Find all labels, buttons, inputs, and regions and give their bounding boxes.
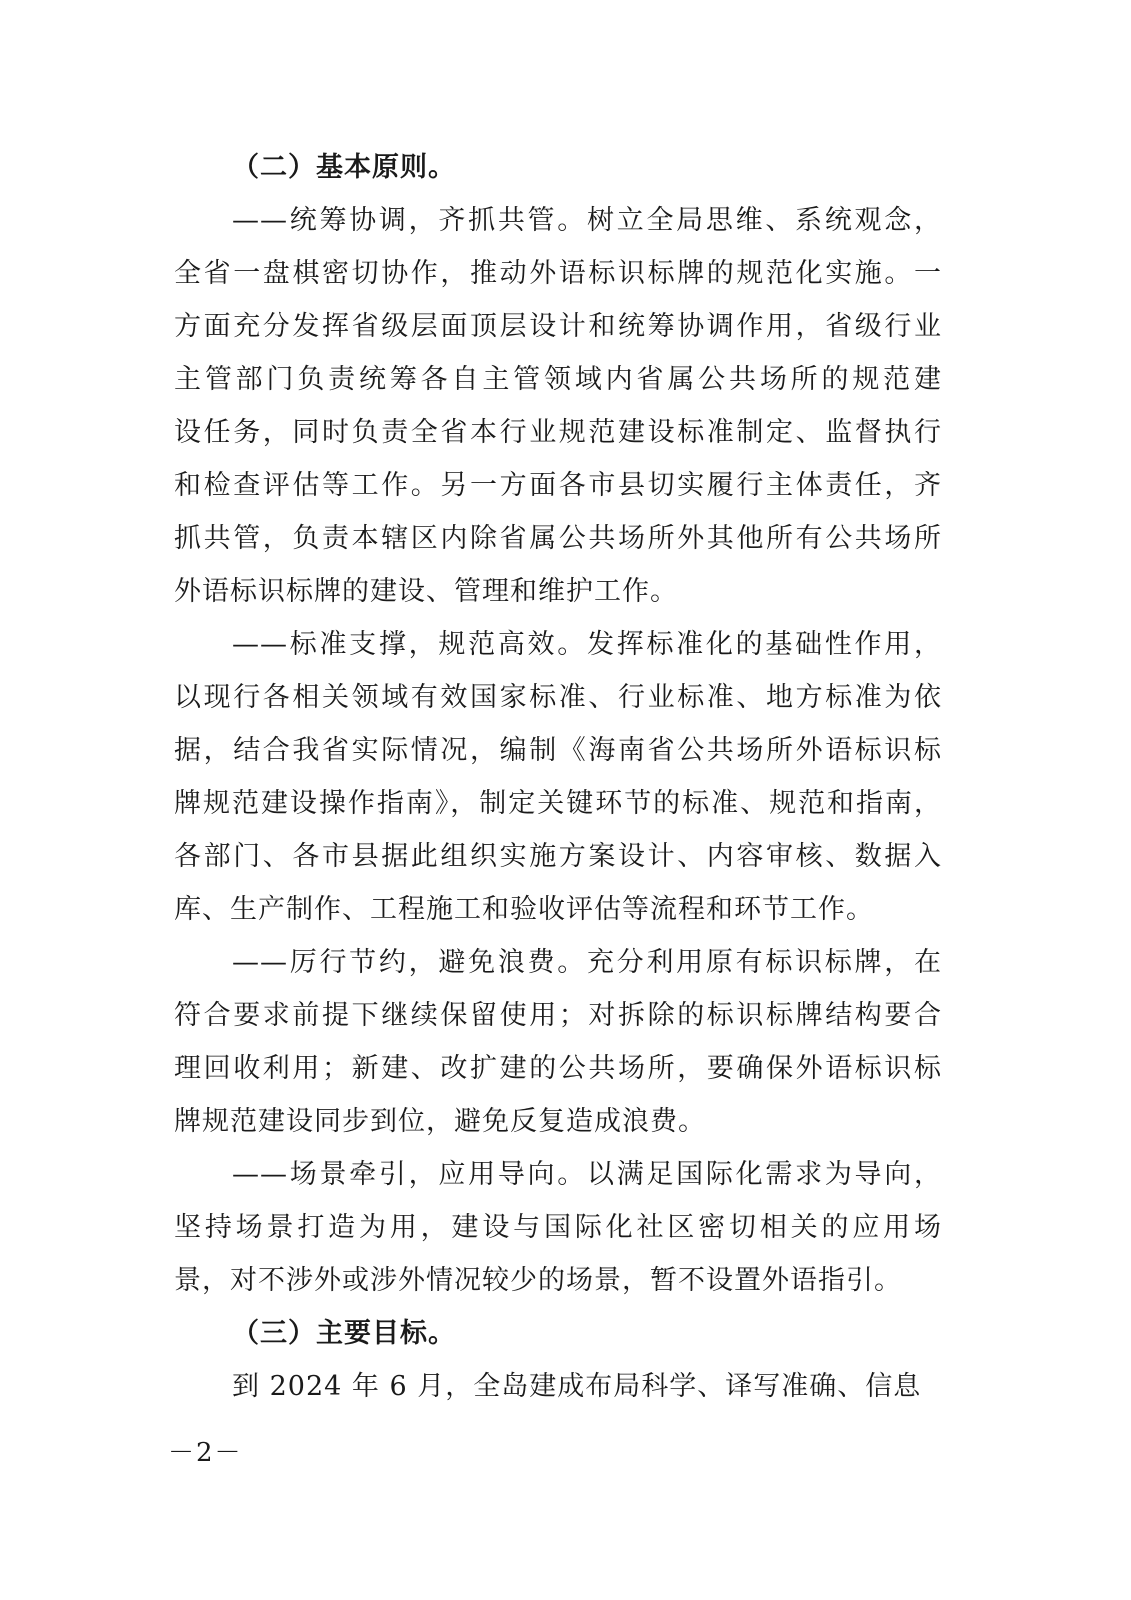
text-line: 各部门、各市县据此组织实施方案设计、内容审核、数据入 [174, 841, 942, 872]
text-line: 以现行各相关领域有效国家标准、行业标准、地方标准为依 [174, 682, 942, 713]
text-line: 据，结合我省实际情况，编制《海南省公共场所外语标识标 [174, 735, 942, 766]
text-line: 景，对不涉外或涉外情况较少的场景，暂不设置外语指引。 [174, 1265, 902, 1296]
text-line: 和检查评估等工作。另一方面各市县切实履行主体责任，齐 [174, 470, 942, 501]
text-line: 牌规范建设同步到位，避免反复造成浪费。 [174, 1106, 706, 1137]
principle-paragraph-standards [174, 618, 942, 936]
text-line: 外语标识标牌的建设、管理和维护工作。 [174, 576, 678, 607]
section-heading-main-goals: （三）主要目标。 [232, 1318, 456, 1349]
text-line: ——厉行节约，避免浪费。充分利用原有标识标牌，在 [232, 947, 942, 978]
text-line: 主管部门负责统筹各自主管领域内省属公共场所的规范建 [174, 364, 942, 395]
text-line: 理回收利用；新建、改扩建的公共场所，要确保外语标识标 [174, 1053, 942, 1084]
text-line: ——标准支撑，规范高效。发挥标准化的基础性作用， [232, 629, 942, 660]
text-line: 方面充分发挥省级层面顶层设计和统筹协调作用，省级行业 [174, 311, 942, 342]
text-line: 坚持场景打造为用，建设与国际化社区密切相关的应用场 [174, 1212, 942, 1243]
page-number: －2－ [168, 1438, 243, 1468]
text-line: 设任务，同时负责全省本行业规范建设标准制定、监督执行 [174, 417, 942, 448]
text-line: ——场景牵引，应用导向。以满足国际化需求为导向， [232, 1159, 942, 1190]
text-line: 库、生产制作、工程施工和验收评估等流程和环节工作。 [174, 894, 874, 925]
text-line: 全省一盘棋密切协作，推动外语标识标牌的规范化实施。一 [174, 258, 942, 289]
principle-paragraph-economy [174, 936, 942, 1148]
principle-paragraph-scenarios [174, 1148, 942, 1307]
text-line: 到 2024 年 6 月，全岛建成布局科学、译写准确、信息 [232, 1371, 922, 1402]
section-heading-basic-principles: （二）基本原则。 [232, 152, 456, 183]
text-line: 符合要求前提下继续保留使用；对拆除的标识标牌结构要合 [174, 1000, 942, 1031]
page-content [174, 141, 942, 1413]
text-line: 抓共管，负责本辖区内除省属公共场所外其他所有公共场所 [174, 523, 942, 554]
text-line: 牌规范建设操作指南》，制定关键环节的标准、规范和指南， [174, 788, 942, 819]
text-line: ——统筹协调，齐抓共管。树立全局思维、系统观念， [232, 205, 942, 236]
goal-paragraph [174, 1360, 942, 1413]
principle-paragraph-coordination [174, 194, 942, 618]
